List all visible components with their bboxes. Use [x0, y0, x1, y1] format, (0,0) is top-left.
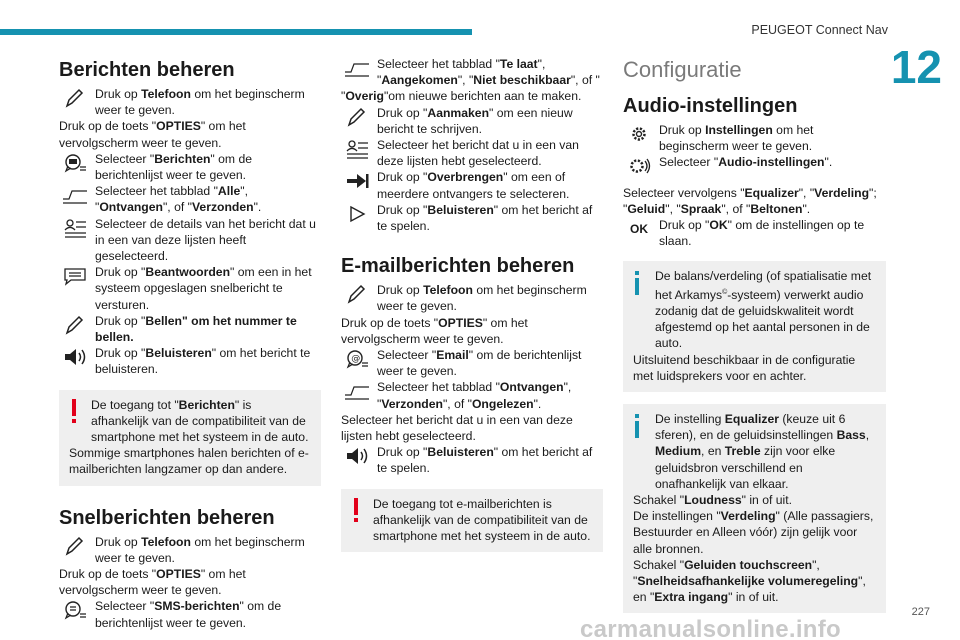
- step-snel-tabblad: Selecteer het tabblad "Te laat", "Aangekomen", "Niet beschikbaar", of ": [341, 56, 603, 88]
- step-berichten: Selecteer "Berichten" om de berichtenlijst weer te geven.: [59, 151, 321, 183]
- pen-icon: [343, 107, 371, 127]
- step-tabblad-alle: Selecteer het tabblad "Alle", "Ontvangen", of "Verzonden".: [59, 183, 321, 215]
- step-bellen: Druk op "Bellen" om het nummer te bellen.: [59, 313, 321, 345]
- gear-icon: [625, 124, 653, 144]
- step-telefoon: Druk op Telefoon om het beginscherm weer te geven.: [59, 86, 321, 118]
- step-instellingen: Druk op Instellingen om het beginscherm weer te geven.: [623, 122, 886, 154]
- step-audio-instellingen: Selecteer "Audio-instellingen".: [623, 154, 886, 170]
- info-note-balans: De balans/verdeling (of spatialisatie met het Arkamys©-systeem) verwerkt audio zodanig dat de geluidskwaliteit wordt afgestemd op het aantal personen in de auto. Uitsluitend beschikbaar in de configuratie met luidsprekers voor en achter.: [623, 261, 886, 391]
- step-afspelen: Druk op "Beluisteren" om het bericht af te spelen.: [341, 202, 603, 234]
- step-beantwoorden: Druk op "Beantwoorden" om een in het systeem opgeslagen snelbericht te versturen.: [59, 264, 321, 313]
- forward-arrow-icon: [343, 171, 371, 191]
- step-selecteer-bericht: Selecteer het bericht dat u in een van deze lijsten hebt geselecteerd.: [341, 137, 603, 169]
- step-overbrengen: Druk op "Overbrengen" om een of meerdere ontvangers te selecteren.: [341, 169, 603, 201]
- heading-configuratie: Configuratie: [623, 57, 742, 82]
- step-snel-telefoon: Druk op Telefoon om het beginscherm weer te geven.: [59, 534, 321, 566]
- info-icon: [632, 269, 646, 297]
- tab-icon: [61, 185, 89, 205]
- warning-exclamation-icon: [68, 398, 82, 426]
- speaker-icon: [61, 347, 89, 367]
- column-3: [623, 56, 886, 613]
- step-email-tabblad: Selecteer het tabblad "Ontvangen", "Verzonden", of "Ongelezen".: [341, 379, 603, 411]
- step-overig: "Overig"om nieuwe berichten aan te maken.: [341, 89, 582, 104]
- step-aanmaken: Druk op "Aanmaken" om een nieuw bericht te schrijven.: [341, 105, 603, 137]
- warning-note-berichten: De toegang tot "Berichten" is afhankelijk van de compatibiliteit van de smartphone met het systeem in de auto. Sommige smartphones halen berichten of e-mailberichten langzamer op dan andere.: [59, 390, 321, 486]
- info-icon: [632, 412, 646, 440]
- warning-exclamation-icon: [350, 497, 364, 525]
- info-note-equalizer: De instelling Equalizer (keuze uit 6 sferen), en de geluidsinstellingen Bass, Medium, en Treble zijn voor elke geluidsbron verschillend en onafhankelijk van elkaar. Schakel "Loudness" in of uit. De instellingen "Verdeling" (Alle passagiers, Bestuurder en Alleen vóór) zijn gelijk voor alle bronnen. Schakel "Geluiden touchscreen", "Snelheidsafhankelijke volumeregeling", en "Extra ingang" in of uit.: [623, 404, 886, 613]
- audio-settings-icon: [625, 156, 653, 176]
- pen-icon: [343, 284, 371, 304]
- step-email-beluisteren: Druk op "Beluisteren" om het bericht af te spelen.: [341, 444, 603, 476]
- step-snel-sms: Selecteer "SMS-berichten" om de berichtenlijst weer te geven.: [59, 598, 321, 630]
- step-details: Selecteer de details van het bericht dat u in een van deze lijsten heeft geselecteerd.: [59, 216, 321, 265]
- heading-snelberichten: Snelberichten beheren: [59, 506, 275, 529]
- step-email-select: @ Selecteer "Email" om de berichtenlijst weer te geven.: [341, 347, 603, 379]
- svg-text:@: @: [351, 354, 361, 365]
- pen-icon: [61, 88, 89, 108]
- watermark: carmanualsonline.info: [580, 615, 842, 640]
- column-2: [341, 56, 603, 552]
- step-email-telefoon: Druk op Telefoon om het beginscherm weer te geven.: [341, 282, 603, 314]
- message-bubble-icon: [61, 153, 89, 173]
- ok-icon: OK: [630, 221, 648, 236]
- reply-bubble-icon: [61, 266, 89, 286]
- sms-bubble-icon: [61, 600, 89, 620]
- step-email-selecteer: Selecteer het bericht dat u in een van deze lijsten hebt geselecteerd.: [341, 412, 573, 444]
- page-number: 227: [911, 605, 930, 618]
- manual-header-title: PEUGEOT Connect Nav: [751, 23, 888, 37]
- speaker-icon: [343, 446, 371, 466]
- email-bubble-icon: [343, 349, 371, 369]
- heading-berichten-beheren: Berichten beheren: [59, 59, 235, 81]
- step-beluisteren: Druk op "Beluisteren" om het bericht te beluisteren.: [59, 345, 321, 377]
- play-icon: [343, 204, 371, 224]
- chapter-number: 12: [890, 41, 942, 93]
- tab-icon: [343, 58, 371, 78]
- heading-email: E-mailberichten beheren: [341, 255, 575, 278]
- step-equalizer: Selecteer vervolgens "Equalizer", "Verdeling"; "Geluid", "Spraak", of "Beltonen".: [623, 185, 877, 216]
- pen-icon: [61, 536, 89, 556]
- heading-audio-instellingen: Audio-instellingen: [623, 95, 798, 117]
- step-opties: Druk op de toets "OPTIES" om het vervolgscherm weer te geven.: [59, 119, 246, 150]
- step-ok: OK Druk op "OK" om de instellingen op te slaan.: [623, 217, 886, 249]
- contact-list-icon: [343, 139, 371, 159]
- step-snel-opties: Druk op de toets "OPTIES" om het vervolgscherm weer te geven.: [59, 567, 246, 598]
- step-email-opties: Druk op de toets "OPTIES" om het vervolgscherm weer te geven.: [341, 315, 528, 346]
- header-accent-bar: [0, 29, 472, 35]
- warning-note-email: De toegang tot e-mailberichten is afhankelijk van de compatibiliteit van de smartphone met het systeem in de auto.: [341, 489, 603, 553]
- column-1: [59, 56, 321, 631]
- tab-icon: [343, 381, 371, 401]
- pen-icon: [61, 315, 89, 335]
- contact-list-icon: [61, 218, 89, 238]
